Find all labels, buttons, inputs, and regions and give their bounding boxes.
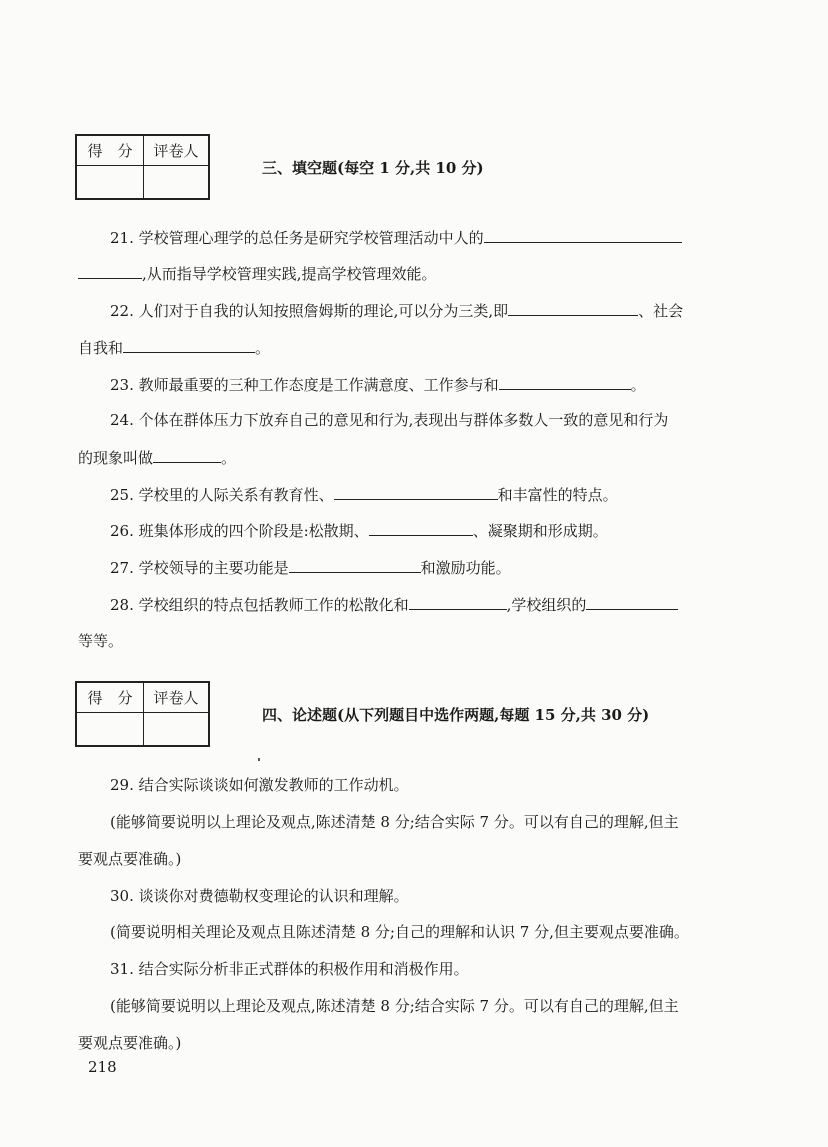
score-header: 得 分 xyxy=(77,683,144,713)
q26-text-a2: 、凝聚期和形成期。 xyxy=(472,522,608,540)
score-cell xyxy=(77,713,144,745)
q31-question: 31. 结合实际分析非正式群体的积极作用和消极作用。 xyxy=(110,960,469,978)
q28-text-a2: ,学校组织的 xyxy=(506,596,587,614)
grader-cell xyxy=(144,166,208,198)
grader-header: 评卷人 xyxy=(144,136,208,166)
q21-text-b: ,从而指导学校管理实践,提高学校管理效能。 xyxy=(142,265,437,283)
q28-blank-1 xyxy=(409,594,507,610)
q22-line1 xyxy=(110,300,683,321)
q25-line xyxy=(110,484,618,505)
q22-text-a: 22. 人们对于自我的认知按照詹姆斯的理论,可以分为三类,即 xyxy=(110,302,509,320)
q27-text-a2: 和激励功能。 xyxy=(420,559,511,577)
q21-line1 xyxy=(110,227,682,248)
q23-line xyxy=(110,374,646,395)
q30-note-1: (简要说明相关理论及观点且陈述清楚 8 分;自己的理解和认识 7 分,但主要观点要准确。 xyxy=(110,923,689,941)
score-cell xyxy=(77,166,144,198)
q28-line2: 等等。 xyxy=(78,632,124,650)
page-number: 218 xyxy=(88,1058,117,1076)
q23-text-a: 23. 教师最重要的三种工作态度是工作满意度、工作参与和 xyxy=(110,376,499,394)
q24-text-b: 的现象叫做 xyxy=(78,449,154,467)
q28-text-a: 28. 学校组织的特点包括教师工作的松散化和 xyxy=(110,596,409,614)
q25-blank xyxy=(334,484,498,500)
q29-note-1: (能够简要说明以上理论及观点,陈述清楚 8 分;结合实际 7 分。可以有自己的理解,但主 xyxy=(110,813,679,831)
q30-question: 30. 谈谈你对费德勒权变理论的认识和理解。 xyxy=(110,887,409,905)
q22-blank-2 xyxy=(123,337,255,353)
q21-text-a: 21. 学校管理心理学的总任务是研究学校管理活动中人的 xyxy=(110,229,484,247)
q29-note-2: 要观点要准确。) xyxy=(78,850,182,868)
q21-blank-1 xyxy=(484,227,682,243)
section3-score-table xyxy=(75,134,210,200)
q26-text-a: 26. 班集体形成的四个阶段是:松散期、 xyxy=(110,522,369,540)
section4-title: 四、论述题(从下列题目中选作两题,每题 15 分,共 30 分) xyxy=(262,706,650,724)
q22-text-a2: 、社会 xyxy=(638,302,684,320)
q28-blank-2 xyxy=(586,594,678,610)
q21-line2 xyxy=(78,263,437,284)
q27-text-a: 27. 学校领导的主要功能是 xyxy=(110,559,289,577)
grader-cell xyxy=(144,713,208,745)
q28-line1 xyxy=(110,594,678,615)
section4-score-table xyxy=(75,681,210,747)
q22-text-b: 自我和 xyxy=(78,339,124,357)
q25-text-a2: 和丰富性的特点。 xyxy=(497,486,618,504)
q29-question: 29. 结合实际谈谈如何激发教师的工作动机。 xyxy=(110,776,409,794)
q26-blank xyxy=(369,520,473,536)
section3-title: 三、填空题(每空 1 分,共 10 分) xyxy=(262,159,484,177)
q22-line2 xyxy=(78,337,270,358)
stray-mark xyxy=(258,758,260,761)
score-header: 得 分 xyxy=(77,136,144,166)
q25-text-a: 25. 学校里的人际关系有教育性、 xyxy=(110,486,334,504)
q27-line xyxy=(110,557,511,578)
q27-blank xyxy=(289,557,421,573)
q24-line1: 24. 个体在群体压力下放弃自己的意见和行为,表现出与群体多数人一致的意见和行为 xyxy=(110,411,669,429)
q22-blank-1 xyxy=(508,300,638,316)
q21-blank-2 xyxy=(78,263,142,279)
q31-note-1: (能够简要说明以上理论及观点,陈述清楚 8 分;结合实际 7 分。可以有自己的理解,但主 xyxy=(110,997,679,1015)
q22-text-b2: 。 xyxy=(255,339,271,357)
grader-header: 评卷人 xyxy=(144,683,208,713)
q24-line2 xyxy=(78,447,236,468)
q24-blank xyxy=(153,447,221,463)
q31-note-2: 要观点要准确。) xyxy=(78,1034,182,1052)
q23-text-a2: 。 xyxy=(630,376,646,394)
q26-line xyxy=(110,520,608,541)
q23-blank xyxy=(499,374,631,390)
q24-text-b2: 。 xyxy=(221,449,237,467)
